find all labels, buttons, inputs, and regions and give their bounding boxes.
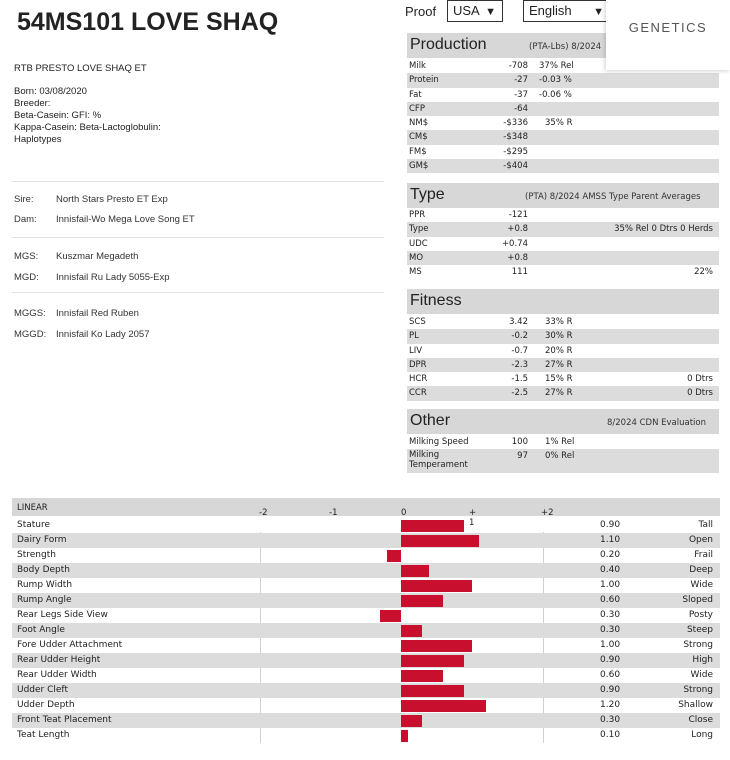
type-header: [407, 183, 719, 208]
row-extra: 30% R: [545, 331, 573, 342]
pedigree-name: North Stars Presto ET Exp: [56, 194, 168, 205]
axis-tick-label: 0: [401, 508, 407, 518]
row-label: PL: [409, 331, 419, 342]
fitness-row: [407, 344, 719, 358]
row-value: +0.74: [501, 238, 528, 249]
trait-value: 0.30: [600, 715, 621, 725]
trait-bar: [401, 520, 464, 532]
row-label: Fat: [409, 89, 422, 100]
trait-bar: [401, 565, 429, 577]
row-label: DPR: [409, 359, 427, 370]
row-extra: 33% R: [545, 317, 573, 327]
row-extra: 15% R: [545, 374, 573, 385]
trait-descriptor: Close: [688, 715, 713, 725]
section-meta: (PTA) 8/2024 AMSS Type Parent Averages: [525, 192, 701, 202]
row-value: -37: [514, 89, 528, 100]
type-row: [407, 237, 719, 251]
row-extra: -0.06 %: [539, 89, 572, 100]
trait-value: 0.60: [600, 670, 621, 680]
trait-descriptor: Open: [688, 535, 713, 545]
row-note: 0 Dtrs: [687, 374, 713, 385]
born-date: Born: 03/08/2020: [14, 86, 87, 97]
row-value: 97: [517, 451, 528, 462]
trait-bar: [387, 550, 401, 562]
trait-descriptor: Wide: [690, 670, 713, 680]
row-extra: 27% R: [545, 359, 573, 370]
breeder: Breeder:: [14, 98, 51, 109]
page-title: 54MS101 LOVE SHAQ: [17, 8, 279, 36]
pedigree-label: Dam:: [14, 214, 37, 225]
linear-row: [12, 728, 720, 743]
production-row: [407, 145, 719, 159]
type-row: [407, 265, 719, 279]
row-label: UDC: [409, 238, 428, 249]
fitness-row: [407, 315, 719, 329]
trait-bar: [401, 655, 464, 667]
row-value: -121: [508, 210, 528, 220]
pedigree-name: Kuszmar Megadeth: [56, 251, 139, 262]
linear-row: [12, 698, 720, 713]
pedigree-name: Innisfail-Wo Mega Love Song ET: [56, 214, 195, 225]
row-label: FM$: [409, 146, 427, 157]
divider: [12, 292, 384, 293]
row-value: -64: [514, 103, 528, 114]
trait-label: Body Depth: [17, 565, 70, 575]
axis-tick-label: -1: [329, 508, 338, 518]
production-row: [407, 130, 719, 144]
trait-bar: [401, 730, 408, 742]
linear-row: [12, 548, 720, 563]
type-section: [407, 183, 719, 278]
row-label: PPR: [409, 210, 426, 220]
section-meta: 8/2024 CDN Evaluation: [607, 418, 706, 428]
trait-bar: [401, 715, 422, 727]
trait-descriptor: Strong: [683, 640, 713, 650]
trait-bar: [401, 625, 422, 637]
trait-label: Stature: [17, 520, 51, 530]
trait-descriptor: Strong: [683, 685, 713, 695]
trait-label: Strength: [17, 550, 56, 560]
row-label: Milk: [409, 61, 426, 71]
fitness-row: [407, 329, 719, 343]
axis-tick-label: + 1: [469, 508, 477, 528]
linear-row: [12, 593, 720, 608]
other-header: [407, 409, 719, 434]
pedigree-name: Innisfail Red Ruben: [56, 308, 139, 319]
row-label: CM$: [409, 132, 428, 143]
trait-value: 1.10: [600, 535, 621, 545]
row-value: -0.2: [511, 331, 528, 342]
linear-title: LINEAR: [17, 503, 48, 513]
trait-descriptor: Sloped: [682, 595, 713, 605]
production-row: [407, 116, 719, 130]
row-extra: 35% R: [545, 118, 573, 129]
trait-bar: [401, 535, 479, 547]
row-value: -$336: [503, 118, 528, 129]
row-label: HCR: [409, 374, 428, 385]
section-title: Production: [410, 36, 487, 53]
pedigree-name: Innisfail Ru Lady 5055-Exp: [56, 272, 170, 283]
row-value: -1.5: [511, 374, 528, 385]
trait-bar: [401, 685, 464, 697]
row-value: 3.42: [509, 317, 528, 327]
bull-full-name: RTB PRESTO LOVE SHAQ ET: [14, 63, 147, 74]
production-row: [407, 102, 719, 116]
row-value: -$348: [503, 132, 528, 143]
trait-label: Teat Length: [17, 730, 70, 740]
linear-row: [12, 623, 720, 638]
row-value: 111: [511, 267, 528, 278]
trait-descriptor: Wide: [690, 580, 713, 590]
row-label: LIV: [409, 345, 423, 356]
trait-label: Foot Angle: [17, 625, 65, 635]
fitness-row: [407, 372, 719, 386]
row-value: -$295: [503, 146, 528, 157]
linear-row: [12, 578, 720, 593]
genetics-menu[interactable]: GENETICS: [606, 0, 730, 70]
trait-bar: [401, 580, 472, 592]
fitness-section: [407, 289, 719, 399]
row-label: CFP: [409, 103, 425, 114]
trait-label: Dairy Form: [17, 535, 67, 545]
row-note: 22%: [694, 267, 713, 278]
linear-row: [12, 518, 720, 533]
row-label: CCR: [409, 388, 427, 399]
pedigree-label: MGD:: [14, 272, 39, 283]
section-title: Type: [410, 186, 445, 203]
trait-label: Rump Angle: [17, 595, 72, 605]
trait-label: Udder Depth: [17, 700, 75, 710]
row-label: MS: [409, 267, 422, 278]
linear-row: [12, 563, 720, 578]
row-value: +0.8: [507, 252, 528, 263]
language-select[interactable]: [523, 0, 611, 22]
row-value: -2.3: [511, 359, 528, 370]
trait-value: 0.40: [600, 565, 621, 575]
trait-value: 0.20: [600, 550, 621, 560]
trait-descriptor: Long: [691, 730, 713, 740]
trait-label: Front Teat Placement: [17, 715, 112, 725]
row-extra: 37% Rel: [539, 61, 574, 71]
trait-label: Rear Legs Side View: [17, 610, 108, 620]
row-label: MO: [409, 252, 424, 263]
fitness-header: [407, 289, 719, 314]
trait-descriptor: High: [692, 655, 713, 665]
trait-value: 0.60: [600, 595, 621, 605]
row-label: NM$: [409, 118, 429, 129]
row-label: Protein: [409, 75, 439, 86]
haplotypes: Haplotypes: [14, 134, 62, 145]
trait-label: Udder Cleft: [17, 685, 68, 695]
trait-bar: [401, 700, 486, 712]
proof-label: Proof: [405, 4, 437, 19]
trait-bar: [401, 670, 443, 682]
trait-descriptor: Posty: [688, 610, 713, 620]
fitness-row: [407, 358, 719, 372]
row-label: Milking Temperament: [409, 450, 468, 471]
chevron-down-icon: ▼: [593, 6, 604, 18]
linear-row: [12, 608, 720, 623]
pedigree-label: MGGS:: [14, 308, 46, 319]
pedigree-label: MGGD:: [14, 329, 47, 340]
row-label: Milking Speed: [409, 437, 469, 447]
production-row: [407, 159, 719, 173]
section-title: Fitness: [410, 292, 462, 309]
row-value: -27: [514, 75, 528, 86]
divider: [12, 181, 384, 182]
production-row: [407, 73, 719, 87]
linear-row: [12, 533, 720, 548]
trait-descriptor: Shallow: [678, 700, 713, 710]
row-value: +0.8: [507, 224, 528, 235]
axis-tick-label: -2: [259, 508, 268, 518]
row-value: 100: [511, 437, 528, 447]
trait-descriptor: Frail: [694, 550, 713, 560]
row-note: 0 Dtrs: [687, 388, 713, 399]
chevron-down-icon: ▼: [485, 6, 496, 18]
trait-bar: [401, 595, 443, 607]
row-extra: 20% R: [545, 345, 573, 356]
type-row: [407, 222, 719, 236]
section-title: Other: [410, 412, 451, 429]
language-value: English: [529, 3, 572, 18]
row-extra: 0% Rel: [545, 451, 575, 462]
pedigree-label: Sire:: [14, 194, 34, 205]
trait-label: Rump Width: [17, 580, 73, 590]
trait-descriptor: Deep: [689, 565, 713, 575]
row-label: GM$: [409, 161, 429, 172]
linear-row: [12, 713, 720, 728]
row-note: 35% Rel 0 Dtrs 0 Herds: [614, 224, 713, 235]
trait-bar: [380, 610, 401, 622]
other-row: [407, 435, 719, 449]
pedigree-label: MGS:: [14, 251, 39, 262]
row-extra: 27% R: [545, 388, 573, 399]
type-row: [407, 251, 719, 265]
type-row: [407, 208, 719, 222]
trait-label: Fore Udder Attachment: [17, 640, 123, 650]
country-value: USA: [453, 3, 480, 18]
linear-row: [12, 668, 720, 683]
linear-chart: [12, 498, 720, 746]
row-value: -2.5: [511, 388, 528, 399]
trait-descriptor: Steep: [686, 625, 713, 635]
row-value: -0.7: [511, 345, 528, 356]
trait-value: 0.30: [600, 610, 621, 620]
trait-label: Rear Udder Width: [17, 670, 97, 680]
fitness-row: [407, 386, 719, 400]
trait-value: 1.00: [600, 580, 621, 590]
country-select[interactable]: [447, 0, 503, 22]
other-section: [407, 409, 719, 471]
axis-tick-label: +2: [541, 508, 554, 518]
row-value: -$404: [503, 161, 528, 172]
production-row: [407, 88, 719, 102]
linear-row: [12, 653, 720, 668]
trait-value: 0.90: [600, 685, 621, 695]
trait-value: 1.00: [600, 640, 621, 650]
row-label: Type: [409, 224, 429, 235]
trait-descriptor: Tall: [698, 520, 713, 530]
linear-row: [12, 638, 720, 653]
trait-label: Rear Udder Height: [17, 655, 101, 665]
kappa-casein: Kappa-Casein: Beta-Lactoglobulin:: [14, 122, 161, 133]
section-meta: (PTA-Lbs) 8/2024: [529, 42, 602, 52]
row-extra: -0.03 %: [539, 75, 572, 86]
row-value: -708: [508, 61, 528, 71]
row-label: SCS: [409, 317, 426, 327]
linear-row: [12, 683, 720, 698]
row-extra: 1% Rel: [545, 437, 575, 447]
trait-value: 0.10: [600, 730, 621, 740]
trait-value: 0.90: [600, 520, 621, 530]
pedigree-name: Innisfail Ko Lady 2057: [56, 329, 150, 340]
divider: [12, 237, 384, 238]
other-row: [407, 449, 719, 473]
beta-casein: Beta-Casein: GFI: %: [14, 110, 102, 121]
trait-value: 1.20: [600, 700, 621, 710]
trait-value: 0.30: [600, 625, 621, 635]
trait-value: 0.90: [600, 655, 621, 665]
trait-bar: [401, 640, 472, 652]
